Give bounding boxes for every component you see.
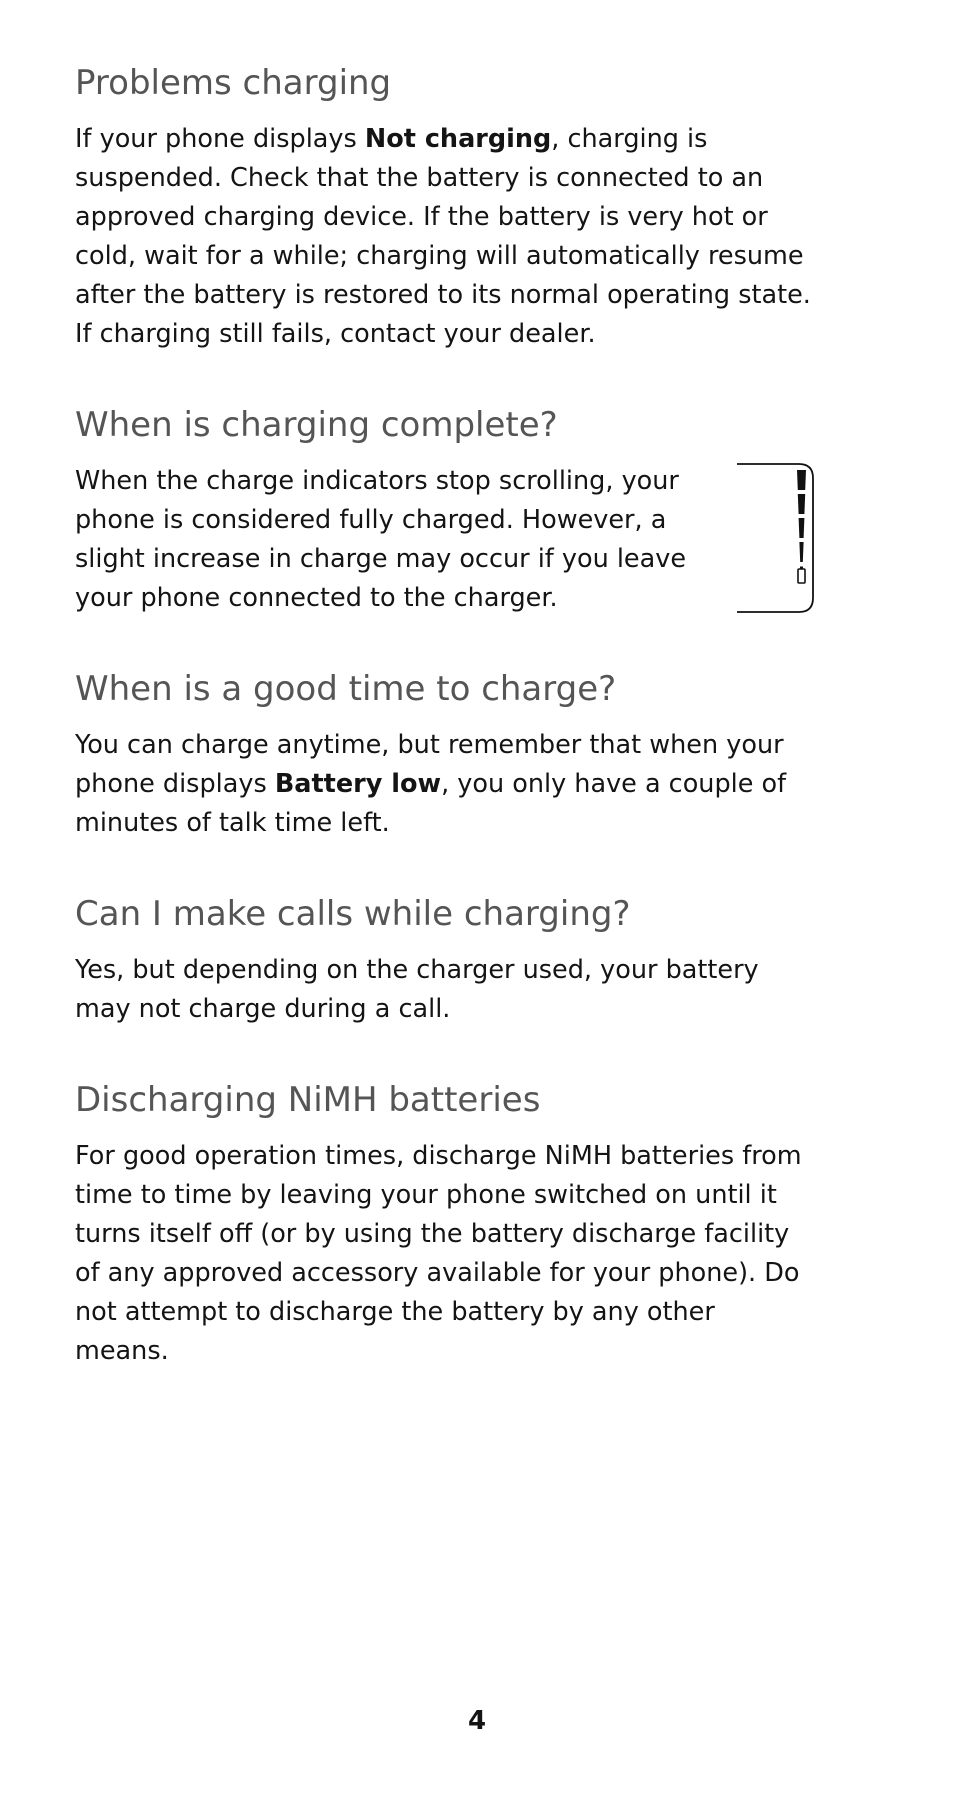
text-segment: If your phone displays xyxy=(75,124,365,154)
heading-charging-complete: When is charging complete? xyxy=(75,405,558,445)
section-problems-charging xyxy=(75,62,815,354)
paragraph-discharging-nimh: For good operation times, discharge NiMH batteries from time to time by leaving your phone switched on until it turns itself off (or by using the battery discharge facility of any approved accessory available for your phone). Do not attempt to discharge the battery by any other means. xyxy=(75,1141,802,1366)
charge-bars xyxy=(797,470,806,562)
page-number: 4 xyxy=(467,1706,487,1736)
charge-bar xyxy=(799,518,805,538)
charge-bar xyxy=(797,470,806,490)
bold-term-battery-low: Battery low xyxy=(274,769,442,799)
paragraph-charging-complete: When the charge indicators stop scrolling, your phone is considered fully charged. However, a slight increase in charge may occur if you leave your phone connected to the charger. xyxy=(75,466,687,613)
manual-page xyxy=(75,62,815,1421)
charge-bar xyxy=(799,542,803,562)
heading-problems-charging: Problems charging xyxy=(75,63,392,103)
heading-calls-while-charging: Can I make calls while charging? xyxy=(75,894,631,934)
section-good-time-to-charge xyxy=(75,668,815,843)
text-segment: , charging is suspended. Check that the battery is connected to an approved charging device. If the battery is very hot or cold, wait for a while; charging will automatically resume after the battery is restored to its normal operating state. If charging still fails, contact your dealer. xyxy=(75,124,811,349)
text-segment: , you only have a couple of minutes of talk time left. xyxy=(75,769,787,838)
section-discharging-nimh xyxy=(75,1079,815,1371)
paragraph-calls-while-charging: Yes, but depending on the charger used, your battery may not charge during a call. xyxy=(75,955,759,1024)
paragraph-good-time-to-charge xyxy=(75,726,815,843)
text-segment: You can charge anytime, but remember that when your phone displays xyxy=(75,730,784,799)
battery-glyph-icon xyxy=(798,569,805,583)
bold-term-not-charging: Not charging xyxy=(364,124,552,154)
paragraph-problems-charging xyxy=(75,120,815,354)
heading-discharging-nimh: Discharging NiMH batteries xyxy=(75,1080,541,1120)
battery-charge-indicator-icon xyxy=(735,462,815,614)
heading-good-time-to-charge: When is a good time to charge? xyxy=(75,669,617,709)
charge-bar xyxy=(798,494,805,514)
section-charging-complete xyxy=(75,404,815,618)
section-calls-while-charging xyxy=(75,893,815,1029)
